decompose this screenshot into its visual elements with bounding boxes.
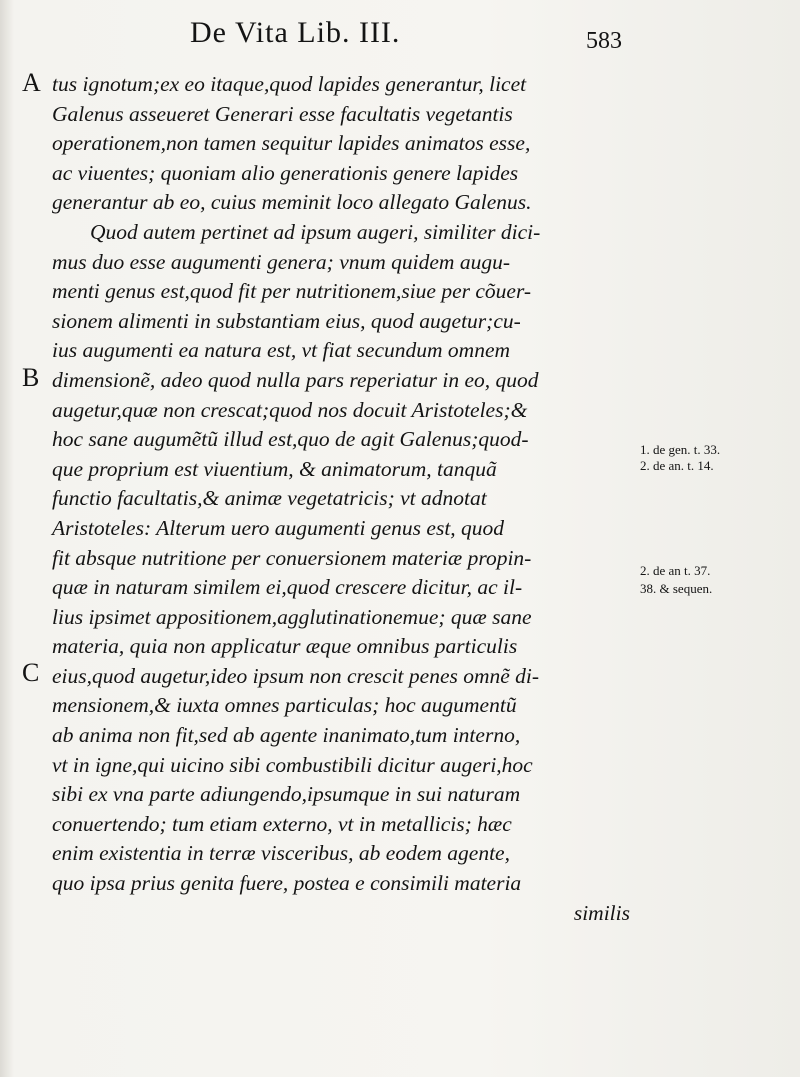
- text-line: hoc sane augumẽtũ illud est,quo de agit Galenus;quod-: [52, 427, 529, 452]
- text-line: lius ipsimet appositionem,agglutinationemue; quæ sane: [52, 604, 532, 629]
- text-line: mus duo esse augumenti genera; vnum quidem augu-: [52, 249, 510, 274]
- text-line: ab anima non fit,sed ab agente inanimato,tum interno,: [52, 723, 521, 748]
- text-line: quæ in naturam similem ei,quod crescere dicitur, ac il-: [52, 575, 523, 600]
- section-marker-c: C: [22, 658, 40, 687]
- text-line: mensionem,& iuxta omnes particulas; hoc augumentũ: [52, 693, 517, 718]
- catchword: similis: [573, 900, 630, 925]
- text-line: operationem,non tamen sequitur lapides animatos esse,: [52, 131, 531, 156]
- text-line: sionem alimenti in substantiam eius, quod augetur;cu-: [52, 308, 521, 333]
- page-number: 583: [586, 28, 622, 54]
- text-line: eius,quod augetur,ideo ipsum non crescit penes omnẽ di-: [52, 663, 540, 688]
- section-marker-a: A: [22, 68, 41, 97]
- text-line: Aristoteles: Alterum uero augumenti genus est, quod: [52, 515, 505, 540]
- margin-note: 1. de gen. t. 33.: [640, 442, 721, 457]
- text-line: Galenus asseueret Generari esse facultatis vegetantis: [52, 101, 513, 126]
- margin-note: 2. de an. t. 14.: [640, 458, 714, 473]
- text-line: tus ignotum;ex eo itaque,quod lapides generantur, licet: [52, 72, 527, 96]
- running-title: De Vita Lib. III.: [190, 16, 401, 49]
- text-line: generantur ab eo, cuius meminit loco allegato Galenus.: [52, 190, 532, 215]
- text-line: menti genus est,quod fit per nutritionem,siue per cõuer-: [52, 279, 532, 304]
- text-line: materia, quia non applicatur æque omnibus particulis: [52, 634, 518, 659]
- text-line: quo ipsa prius genita fuere, postea e consimili materia: [52, 871, 522, 896]
- text-line: sibi ex vna parte adiungendo,ipsumque in sui naturam: [52, 782, 521, 807]
- text-line: ac viuentes; quoniam alio generationis genere lapides: [52, 160, 519, 185]
- section-marker-b: B: [22, 363, 40, 392]
- text-line: conuertendo; tum etiam externo, vt in metallicis; hæc: [52, 811, 512, 836]
- text-line: dimensionẽ, adeo quod nulla pars reperiatur in eo, quod: [52, 367, 539, 392]
- margin-note: 38. & sequen.: [640, 581, 713, 596]
- body-text: [52, 70, 642, 928]
- text-line: functio facultatis,& animæ vegetatricis; vt adnotat: [52, 486, 487, 511]
- text-line: vt in igne,qui uicino sibi combustibili dicitur augeri,hoc: [52, 752, 533, 777]
- text-line: Quod autem pertinet ad ipsum augeri, similiter dici-: [90, 219, 541, 244]
- text-line: fit absque nutritione per conuersionem materiæ propin-: [52, 545, 532, 570]
- margin-note: 2. de an t. 37.: [640, 563, 711, 578]
- text-line: que proprium est viuentium, & animatorum, tanquã: [52, 456, 497, 481]
- text-line: augetur,quæ non crescat;quod nos docuit Aristoteles;&: [52, 397, 528, 422]
- text-line: ius augumenti ea natura est, vt fiat secundum omnem: [52, 338, 511, 363]
- text-line: enim existentia in terræ visceribus, ab eodem agente,: [52, 841, 510, 866]
